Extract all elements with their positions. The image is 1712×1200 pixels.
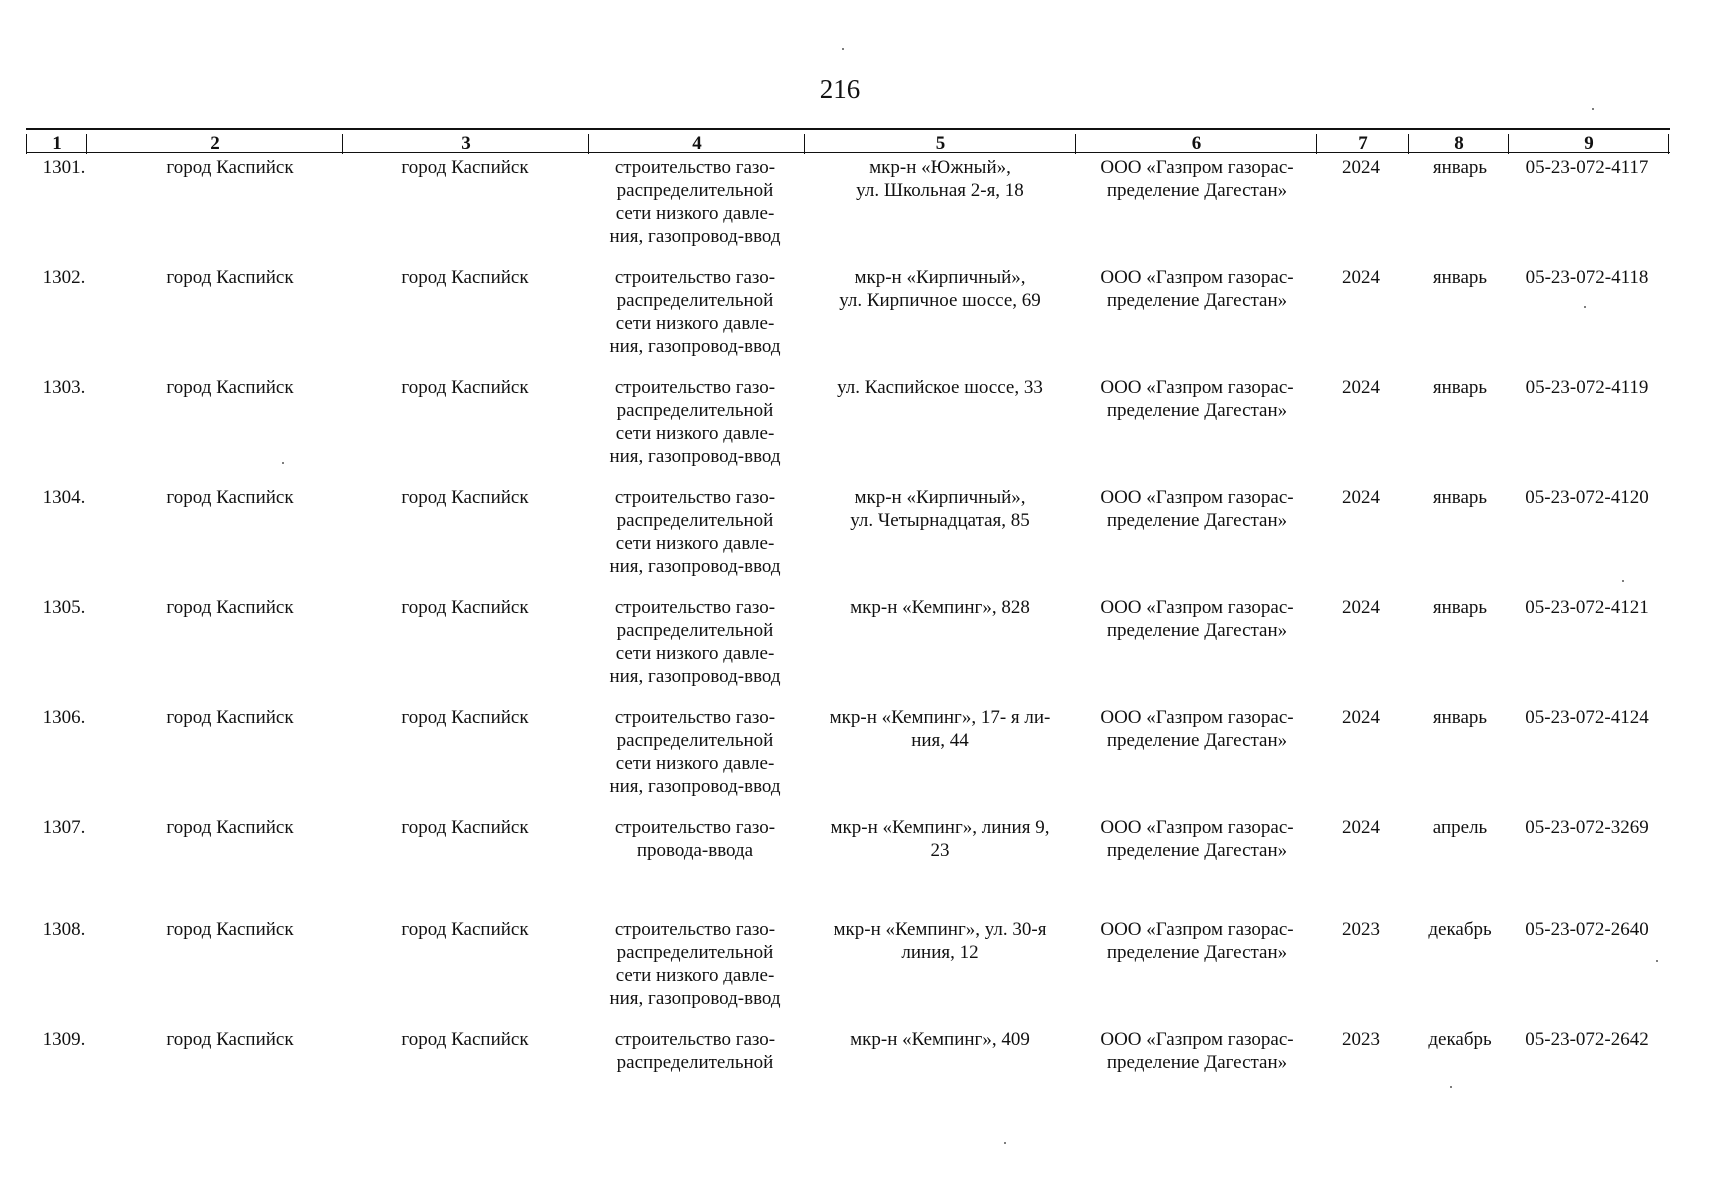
work-description-cell: строительство газо- распределительной сети низкого давле- ния, газопровод-ввод <box>609 157 781 247</box>
work-description-cell: строительство газо- распределительной <box>614 1029 776 1073</box>
organization-cell: ООО «Газпром газорас- пределение Дагестан» <box>1100 817 1294 861</box>
region-cell: город Каспийск <box>166 1029 294 1050</box>
month-cell: январь <box>1432 707 1488 728</box>
application-number-cell: 05-23-072-4117 <box>1525 157 1649 178</box>
municipality-cell: город Каспийск <box>401 267 529 288</box>
row-number: 1305. <box>42 597 86 618</box>
scan-speck <box>1584 306 1586 308</box>
column-divider <box>26 134 27 154</box>
address-cell: мкр-н «Кемпинг», 17- я ли- ния, 44 <box>829 707 1051 751</box>
column-divider <box>1075 134 1076 154</box>
column-header: 2 <box>210 133 220 154</box>
organization-cell: ООО «Газпром газорас- пределение Дагестан» <box>1100 487 1294 531</box>
row-number: 1303. <box>42 377 86 398</box>
application-number-cell: 05-23-072-2640 <box>1525 919 1649 940</box>
row-number: 1304. <box>42 487 86 508</box>
application-number-cell: 05-23-072-3269 <box>1525 817 1649 838</box>
column-divider <box>1408 134 1409 154</box>
address-cell: мкр-н «Кирпичный», ул. Четырнадцатая, 85 <box>850 487 1030 531</box>
scan-speck <box>1450 1086 1452 1088</box>
work-description-cell: строительство газо- распределительной сети низкого давле- ния, газопровод-ввод <box>609 919 781 1009</box>
work-description-cell: строительство газо- распределительной сети низкого давле- ния, газопровод-ввод <box>609 707 781 797</box>
column-header: 1 <box>52 133 62 154</box>
row-number: 1308. <box>42 919 86 940</box>
region-cell: город Каспийск <box>166 707 294 728</box>
month-cell: декабрь <box>1428 1029 1492 1050</box>
row-number: 1306. <box>42 707 86 728</box>
column-header: 5 <box>935 133 946 154</box>
organization-cell: ООО «Газпром газорас- пределение Дагестан» <box>1100 377 1294 421</box>
organization-cell: ООО «Газпром газорас- пределение Дагестан» <box>1100 707 1294 751</box>
column-header: 6 <box>1191 133 1202 154</box>
work-description-cell: строительство газо- распределительной сети низкого давле- ния, газопровод-ввод <box>609 267 781 357</box>
municipality-cell: город Каспийск <box>401 919 529 940</box>
municipality-cell: город Каспийск <box>401 817 529 838</box>
scan-speck <box>1592 108 1594 110</box>
column-divider <box>1668 134 1669 154</box>
municipality-cell: город Каспийск <box>401 1029 529 1050</box>
address-cell: ул. Каспийское шоссе, 33 <box>837 377 1043 398</box>
municipality-cell: город Каспийск <box>401 487 529 508</box>
scan-speck <box>1656 960 1658 962</box>
month-cell: январь <box>1432 377 1488 398</box>
work-description-cell: строительство газо- распределительной сети низкого давле- ния, газопровод-ввод <box>609 597 781 687</box>
scan-speck <box>842 48 844 50</box>
work-description-cell: строительство газо- провода-ввода <box>614 817 776 861</box>
region-cell: город Каспийск <box>166 487 294 508</box>
scan-speck <box>1622 580 1624 582</box>
month-cell: январь <box>1432 267 1488 288</box>
year-cell: 2024 <box>1342 817 1380 838</box>
year-cell: 2024 <box>1342 487 1380 508</box>
organization-cell: ООО «Газпром газорас- пределение Дагестан» <box>1100 267 1294 311</box>
application-number-cell: 05-23-072-4119 <box>1525 377 1649 398</box>
application-number-cell: 05-23-072-2642 <box>1525 1029 1649 1050</box>
municipality-cell: город Каспийск <box>401 597 529 618</box>
address-cell: мкр-н «Кемпинг», ул. 30-я линия, 12 <box>833 919 1047 963</box>
column-divider <box>1508 134 1509 154</box>
column-header: 8 <box>1454 133 1464 154</box>
column-divider <box>804 134 805 154</box>
address-cell: мкр-н «Кирпичный», ул. Кирпичное шоссе, 69 <box>839 267 1041 311</box>
month-cell: январь <box>1432 157 1488 178</box>
year-cell: 2024 <box>1342 157 1380 178</box>
region-cell: город Каспийск <box>166 919 294 940</box>
address-cell: мкр-н «Кемпинг», линия 9, 23 <box>830 817 1050 861</box>
column-divider <box>342 134 343 154</box>
month-cell: апрель <box>1432 817 1488 838</box>
row-number: 1309. <box>42 1029 86 1050</box>
month-cell: январь <box>1432 597 1488 618</box>
organization-cell: ООО «Газпром газорас- пределение Дагестан» <box>1100 919 1294 963</box>
region-cell: город Каспийск <box>166 377 294 398</box>
year-cell: 2024 <box>1342 707 1380 728</box>
table-top-rule <box>26 128 1670 130</box>
application-number-cell: 05-23-072-4121 <box>1525 597 1649 618</box>
application-number-cell: 05-23-072-4118 <box>1525 267 1649 288</box>
region-cell: город Каспийск <box>166 267 294 288</box>
organization-cell: ООО «Газпром газорас- пределение Дагестан» <box>1100 597 1294 641</box>
work-description-cell: строительство газо- распределительной сети низкого давле- ния, газопровод-ввод <box>609 487 781 577</box>
work-description-cell: строительство газо- распределительной сети низкого давле- ния, газопровод-ввод <box>609 377 781 467</box>
application-number-cell: 05-23-072-4124 <box>1525 707 1649 728</box>
column-header: 9 <box>1584 133 1594 154</box>
organization-cell: ООО «Газпром газорас- пределение Дагестан» <box>1100 1029 1294 1073</box>
row-number: 1307. <box>42 817 86 838</box>
application-number-cell: 05-23-072-4120 <box>1525 487 1649 508</box>
column-header: 4 <box>692 133 702 154</box>
municipality-cell: город Каспийск <box>401 707 529 728</box>
address-cell: мкр-н «Кемпинг», 828 <box>850 597 1030 618</box>
address-cell: мкр-н «Кемпинг», 409 <box>850 1029 1030 1050</box>
column-divider <box>86 134 87 154</box>
scan-speck <box>1004 1142 1006 1144</box>
year-cell: 2023 <box>1342 919 1380 940</box>
scan-speck <box>282 462 284 464</box>
year-cell: 2024 <box>1342 377 1380 398</box>
row-number: 1301. <box>42 157 86 178</box>
month-cell: декабрь <box>1428 919 1492 940</box>
year-cell: 2023 <box>1342 1029 1380 1050</box>
row-number: 1302. <box>42 267 86 288</box>
column-header: 7 <box>1358 133 1368 154</box>
year-cell: 2024 <box>1342 597 1380 618</box>
year-cell: 2024 <box>1342 267 1380 288</box>
municipality-cell: город Каспийск <box>401 377 529 398</box>
column-divider <box>588 134 589 154</box>
region-cell: город Каспийск <box>166 597 294 618</box>
address-cell: мкр-н «Южный», ул. Школьная 2-я, 18 <box>856 157 1024 201</box>
page-number: 216 <box>819 74 861 104</box>
month-cell: январь <box>1432 487 1488 508</box>
organization-cell: ООО «Газпром газорас- пределение Дагестан» <box>1100 157 1294 201</box>
column-header: 3 <box>461 133 471 154</box>
municipality-cell: город Каспийск <box>401 157 529 178</box>
region-cell: город Каспийск <box>166 157 294 178</box>
region-cell: город Каспийск <box>166 817 294 838</box>
column-divider <box>1316 134 1317 154</box>
